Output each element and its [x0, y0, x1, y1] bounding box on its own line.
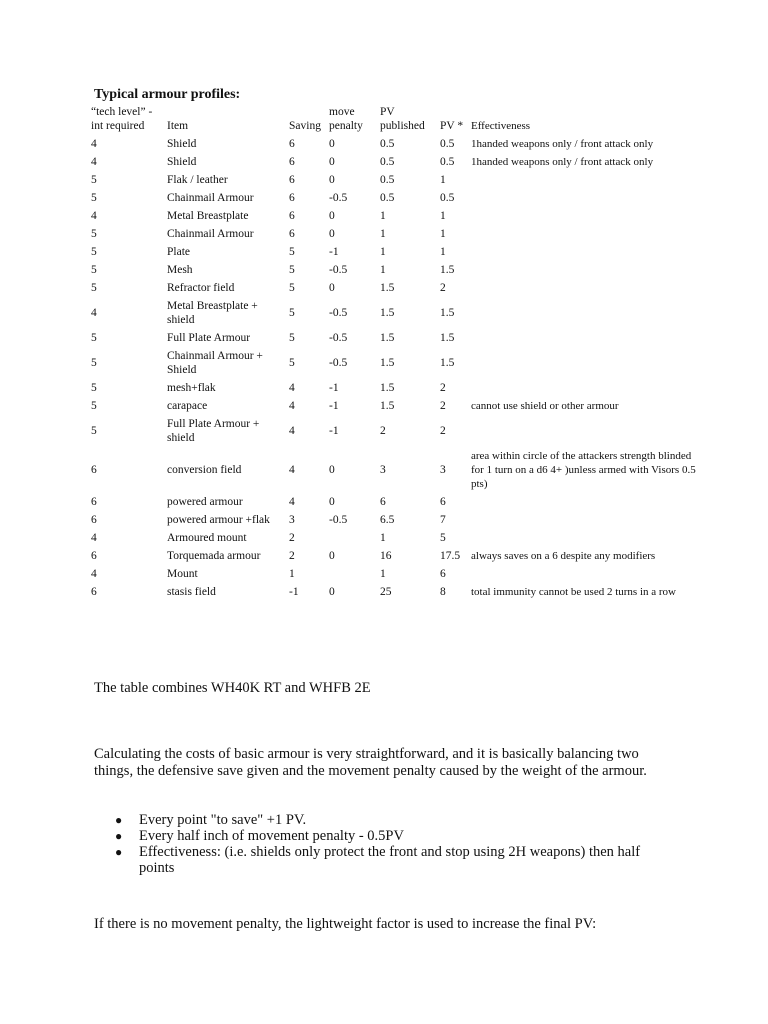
cell-pv: 2 — [440, 400, 446, 412]
cell-effectiveness — [468, 347, 700, 379]
cell-item: powered armour — [167, 496, 243, 508]
bullet-icon: ● — [115, 845, 123, 859]
cell-saving: 5 — [289, 264, 295, 276]
armour-profiles-table — [88, 103, 700, 601]
cell-item: Shield — [167, 138, 197, 150]
cell-item: Chainmail Armour + Shield — [167, 350, 263, 376]
cell-item: conversion field — [167, 464, 242, 476]
cell-pv-published: 6 — [380, 496, 386, 508]
section-heading: Typical armour profiles: — [94, 87, 241, 102]
cell-move-penalty: -1 — [329, 246, 339, 258]
header-tech-level: “tech level” - int required — [91, 106, 153, 132]
cell-saving: 4 — [289, 382, 295, 394]
cell-effectiveness: always saves on a 6 despite any modifiers — [471, 550, 656, 562]
table-row — [88, 153, 700, 171]
cell-saving: -1 — [289, 586, 299, 598]
table-row — [88, 379, 700, 397]
cell-saving: 5 — [289, 282, 295, 294]
cell-pv-published: 1.5 — [380, 357, 395, 369]
header-move-penalty: move penalty — [329, 106, 363, 132]
cell-effectiveness — [468, 171, 700, 189]
table-row — [88, 493, 700, 511]
cell-tech-level: 5 — [91, 332, 97, 344]
cell-pv-published: 2 — [380, 425, 386, 437]
table-row — [88, 279, 700, 297]
cell-item: mesh+flak — [167, 382, 216, 394]
cell-tech-level: 6 — [91, 550, 97, 562]
cell-move-penalty: 0 — [329, 586, 335, 598]
cell-move-penalty: -0.5 — [329, 307, 348, 319]
cell-effectiveness: area within circle of the attackers strength blinded for 1 turn on a d6 4+ )unless armed with Visors 0.5 pts) — [471, 450, 696, 490]
cell-pv: 2 — [440, 382, 446, 394]
cell-saving: 2 — [289, 532, 295, 544]
cell-pv-published: 1.5 — [380, 382, 395, 394]
table-row — [88, 511, 700, 529]
cell-effectiveness — [468, 261, 700, 279]
cell-tech-level: 5 — [91, 264, 97, 276]
cell-pv-published: 1.5 — [380, 332, 395, 344]
table-body — [88, 135, 700, 601]
cell-item: stasis field — [167, 586, 216, 598]
cell-saving: 5 — [289, 246, 295, 258]
cell-tech-level: 4 — [91, 532, 97, 544]
cell-pv-published: 1 — [380, 264, 386, 276]
cell-saving: 6 — [289, 156, 295, 168]
cell-move-penalty: 0 — [329, 138, 335, 150]
cell-move-penalty: 0 — [329, 496, 335, 508]
cell-tech-level: 4 — [91, 138, 97, 150]
cell-pv-published: 0.5 — [380, 156, 395, 168]
cell-move-penalty: 0 — [329, 550, 335, 562]
cell-saving: 3 — [289, 514, 295, 526]
cell-tech-level: 5 — [91, 228, 97, 240]
cell-pv-published: 1.5 — [380, 307, 395, 319]
cell-move-penalty: -1 — [329, 425, 339, 437]
lightweight-note: If there is no movement penalty, the lightweight factor is used to increase the final PV: — [94, 916, 597, 932]
cell-pv: 1 — [440, 210, 446, 222]
cell-tech-level: 6 — [91, 514, 97, 526]
cell-move-penalty — [326, 529, 377, 547]
list-item — [94, 828, 654, 844]
cell-effectiveness: 1handed weapons only / front attack only — [471, 156, 654, 168]
cell-pv-published: 0.5 — [380, 138, 395, 150]
cell-item: Chainmail Armour — [167, 192, 254, 204]
cell-pv: 7 — [440, 514, 446, 526]
cell-tech-level: 4 — [91, 156, 97, 168]
cell-tech-level: 5 — [91, 400, 97, 412]
cell-pv-published: 1 — [380, 228, 386, 240]
cell-move-penalty: 0 — [329, 174, 335, 186]
cell-effectiveness — [468, 511, 700, 529]
header-pv-published: PV published — [380, 106, 425, 132]
cell-saving: 6 — [289, 210, 295, 222]
cell-saving: 6 — [289, 174, 295, 186]
cell-effectiveness: 1handed weapons only / front attack only — [471, 138, 654, 150]
table-row — [88, 583, 700, 601]
cell-pv: 6 — [440, 496, 446, 508]
cell-tech-level: 4 — [91, 210, 97, 222]
cell-move-penalty: -1 — [329, 382, 339, 394]
table-row — [88, 415, 700, 447]
cell-move-penalty: 0 — [329, 282, 335, 294]
cell-pv-published: 6.5 — [380, 514, 395, 526]
cell-saving: 2 — [289, 550, 295, 562]
cell-pv-published: 3 — [380, 464, 386, 476]
cell-effectiveness — [468, 379, 700, 397]
table-row — [88, 135, 700, 153]
cell-item: Mount — [167, 568, 198, 580]
cell-saving: 5 — [289, 357, 295, 369]
cell-pv: 1 — [440, 246, 446, 258]
cell-move-penalty: -0.5 — [329, 264, 348, 276]
cell-move-penalty: 0 — [329, 210, 335, 222]
cell-pv: 0.5 — [440, 138, 455, 150]
cell-effectiveness — [468, 243, 700, 261]
cell-effectiveness: total immunity cannot be used 2 turns in a row — [471, 586, 676, 598]
cell-pv: 8 — [440, 586, 446, 598]
cell-effectiveness — [468, 207, 700, 225]
cell-saving: 5 — [289, 307, 295, 319]
cell-pv: 1 — [440, 174, 446, 186]
cell-move-penalty: 0 — [329, 464, 335, 476]
cell-pv-published: 1 — [380, 246, 386, 258]
cost-explanation: Calculating the costs of basic armour is very straightforward, and it is basically balancing two things, the defensive save given and the movement penalty caused by the weight of the armour. — [94, 746, 647, 779]
cell-saving: 4 — [289, 464, 295, 476]
cell-saving: 4 — [289, 400, 295, 412]
cell-saving: 4 — [289, 425, 295, 437]
cell-saving: 6 — [289, 192, 295, 204]
cell-effectiveness: cannot use shield or other armour — [471, 400, 619, 412]
cell-tech-level: 5 — [91, 246, 97, 258]
cell-item: Armoured mount — [167, 532, 247, 544]
cell-item: Metal Breastplate + shield — [167, 300, 258, 326]
table-row — [88, 347, 700, 379]
cell-tech-level: 6 — [91, 586, 97, 598]
cell-effectiveness — [468, 529, 700, 547]
cell-item: Shield — [167, 156, 197, 168]
cell-pv: 2 — [440, 282, 446, 294]
header-pv: PV * — [440, 120, 464, 132]
cell-pv: 1.5 — [440, 332, 455, 344]
list-item — [94, 812, 654, 828]
cell-pv: 17.5 — [440, 550, 461, 562]
table-row — [88, 261, 700, 279]
cost-rules-list — [94, 812, 654, 876]
cell-pv: 0.5 — [440, 192, 455, 204]
cell-item: Refractor field — [167, 282, 235, 294]
cell-saving: 5 — [289, 332, 295, 344]
cell-effectiveness — [468, 189, 700, 207]
cell-tech-level: 5 — [91, 357, 97, 369]
cell-pv: 6 — [440, 568, 446, 580]
cell-pv: 2 — [440, 425, 446, 437]
cell-saving: 4 — [289, 496, 295, 508]
cell-effectiveness — [468, 329, 700, 347]
cell-pv-published: 1.5 — [380, 400, 395, 412]
cell-item: carapace — [167, 400, 208, 412]
cell-pv-published: 1 — [380, 210, 386, 222]
table-row — [88, 225, 700, 243]
cell-move-penalty: 0 — [329, 156, 335, 168]
cell-item: Flak / leather — [167, 174, 228, 186]
cell-item: Plate — [167, 246, 190, 258]
bullet-icon: ● — [115, 813, 123, 827]
cell-pv: 1.5 — [440, 264, 455, 276]
cell-tech-level: 5 — [91, 382, 97, 394]
cell-tech-level: 4 — [91, 307, 97, 319]
cell-tech-level: 5 — [91, 192, 97, 204]
cell-pv: 1.5 — [440, 357, 455, 369]
cell-item: Mesh — [167, 264, 193, 276]
list-item-text: Every half inch of movement penalty - 0.5PV — [139, 828, 404, 844]
table-header-row — [88, 103, 700, 135]
cell-pv: 0.5 — [440, 156, 455, 168]
cell-move-penalty: -1 — [329, 400, 339, 412]
cell-tech-level: 6 — [91, 496, 97, 508]
cell-move-penalty: -0.5 — [329, 514, 348, 526]
cell-move-penalty — [326, 565, 377, 583]
bullet-icon: ● — [115, 829, 123, 843]
cell-item: powered armour +flak — [167, 514, 270, 526]
cell-item: Metal Breastplate — [167, 210, 249, 222]
cell-pv: 5 — [440, 532, 446, 544]
list-item-text: Effectiveness: (i.e. shields only protect the front and stop using 2H weapons) then half points — [139, 844, 641, 876]
cell-pv: 3 — [440, 464, 446, 476]
cell-saving: 1 — [289, 568, 295, 580]
cell-tech-level: 5 — [91, 282, 97, 294]
cell-pv-published: 0.5 — [380, 192, 395, 204]
table-note: The table combines WH40K RT and WHFB 2E — [94, 680, 371, 696]
list-item — [94, 844, 654, 876]
cell-tech-level: 5 — [91, 425, 97, 437]
table-row — [88, 529, 700, 547]
cell-item: Full Plate Armour — [167, 332, 251, 344]
table-row — [88, 447, 700, 493]
cell-pv-published: 1 — [380, 532, 386, 544]
cell-move-penalty: -0.5 — [329, 192, 348, 204]
cell-pv-published: 0.5 — [380, 174, 395, 186]
table-row — [88, 189, 700, 207]
cell-pv-published: 1.5 — [380, 282, 395, 294]
table-row — [88, 171, 700, 189]
cell-saving: 6 — [289, 138, 295, 150]
cell-move-penalty: 0 — [329, 228, 335, 240]
cell-item: Full Plate Armour + shield — [167, 418, 260, 444]
table-row — [88, 207, 700, 225]
list-item-text: Every point "to save" +1 PV. — [139, 812, 307, 828]
cell-effectiveness — [468, 415, 700, 447]
cell-effectiveness — [468, 493, 700, 511]
cell-tech-level: 6 — [91, 464, 97, 476]
cell-pv-published: 25 — [380, 586, 392, 598]
cell-effectiveness — [468, 565, 700, 583]
table-row — [88, 397, 700, 415]
cell-item: Torquemada armour — [167, 550, 261, 562]
header-item: Item — [167, 120, 189, 132]
cell-tech-level: 5 — [91, 174, 97, 186]
cell-effectiveness — [468, 279, 700, 297]
cell-move-penalty: -0.5 — [329, 357, 348, 369]
cell-effectiveness — [468, 297, 700, 329]
table-row — [88, 243, 700, 261]
header-effectiveness: Effectiveness — [471, 120, 531, 132]
cell-pv: 1 — [440, 228, 446, 240]
table-row — [88, 547, 700, 565]
header-saving: Saving — [289, 120, 321, 132]
cell-pv-published: 16 — [380, 550, 392, 562]
cell-saving: 6 — [289, 228, 295, 240]
cell-effectiveness — [468, 225, 700, 243]
cell-pv-published: 1 — [380, 568, 386, 580]
cell-tech-level: 4 — [91, 568, 97, 580]
table-row — [88, 297, 700, 329]
table-row — [88, 329, 700, 347]
cell-move-penalty: -0.5 — [329, 332, 348, 344]
cell-pv: 1.5 — [440, 307, 455, 319]
cell-item: Chainmail Armour — [167, 228, 254, 240]
table-row — [88, 565, 700, 583]
